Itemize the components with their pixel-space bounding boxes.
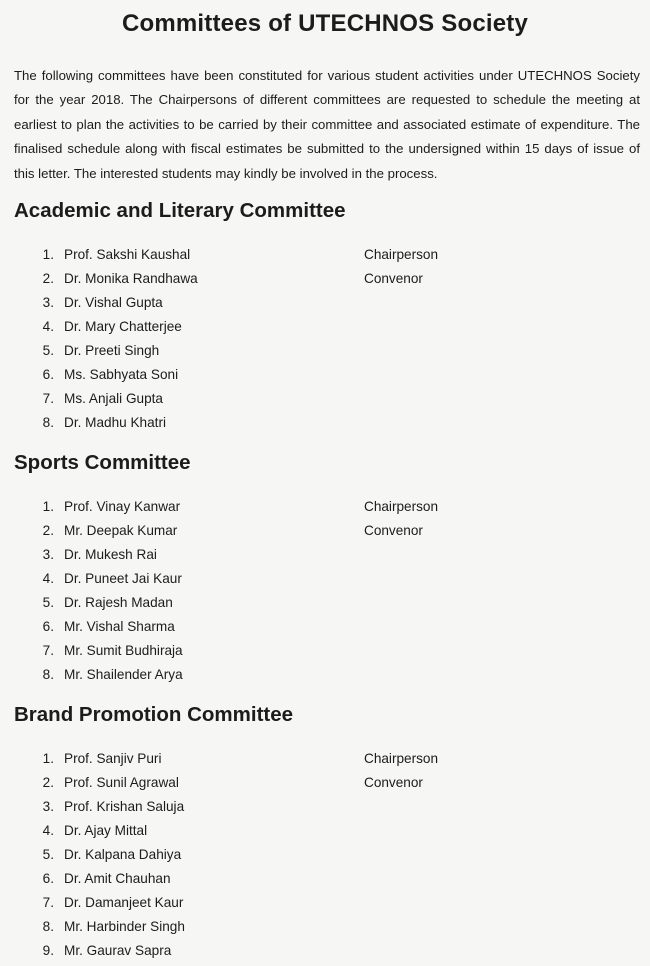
member-number: 6. — [42, 367, 54, 382]
member-row — [0, 939, 650, 963]
member-row — [0, 867, 650, 891]
member-row — [0, 363, 650, 387]
member-number: 4. — [42, 319, 54, 334]
member-row — [0, 339, 650, 363]
member-number: 5. — [42, 847, 54, 862]
member-name: Dr. Damanjeet Kaur — [64, 895, 184, 910]
member-role: Chairperson — [364, 247, 439, 262]
member-number: 6. — [42, 619, 54, 634]
member-number: 9. — [42, 943, 54, 958]
member-row — [0, 891, 650, 915]
member-role: Chairperson — [364, 499, 439, 514]
member-number: 1. — [42, 247, 54, 262]
member-number: 8. — [42, 919, 54, 934]
member-row — [0, 819, 650, 843]
member-number: 3. — [42, 547, 54, 562]
member-name: Mr. Deepak Kumar — [64, 523, 178, 538]
member-number: 8. — [42, 667, 54, 682]
member-row — [0, 387, 650, 411]
member-name: Prof. Sanjiv Puri — [64, 751, 162, 766]
member-name: Mr. Vishal Sharma — [64, 619, 175, 634]
member-number: 7. — [42, 895, 54, 910]
member-name: Ms. Anjali Gupta — [64, 391, 163, 406]
page-title: Committees of UTECHNOS Society — [121, 10, 529, 37]
member-name: Dr. Madhu Khatri — [64, 415, 166, 430]
member-number: 7. — [42, 391, 54, 406]
member-name: Dr. Rajesh Madan — [64, 595, 173, 610]
member-list-brand-promotion — [0, 747, 650, 963]
member-role: Convenor — [364, 523, 423, 538]
member-number: 7. — [42, 643, 54, 658]
member-name: Prof. Krishan Saluja — [64, 799, 185, 814]
member-row — [0, 615, 650, 639]
member-row — [0, 915, 650, 939]
member-name: Prof. Sakshi Kaushal — [64, 247, 191, 262]
member-row — [0, 591, 650, 615]
member-number: 4. — [42, 571, 54, 586]
member-row — [0, 243, 650, 267]
member-name: Dr. Preeti Singh — [64, 343, 160, 358]
member-name: Mr. Shailender Arya — [64, 667, 183, 682]
member-role: Convenor — [364, 271, 423, 286]
member-name: Dr. Kalpana Dahiya — [64, 847, 182, 862]
member-name: Prof. Sunil Agrawal — [64, 775, 179, 790]
member-name: Dr. Puneet Jai Kaur — [64, 571, 182, 586]
member-list-academic — [0, 243, 650, 435]
member-row — [0, 543, 650, 567]
member-row — [0, 795, 650, 819]
member-number: 8. — [42, 415, 54, 430]
member-name: Dr. Mary Chatterjee — [64, 319, 182, 334]
member-name: Dr. Ajay Mittal — [64, 823, 148, 838]
member-row — [0, 519, 650, 543]
member-name: Mr. Gaurav Sapra — [64, 943, 172, 958]
committee-heading-brand-promotion: Brand Promotion Committee — [14, 703, 294, 726]
member-role: Chairperson — [364, 751, 439, 766]
member-name: Ms. Sabhyata Soni — [64, 367, 179, 382]
member-number: 6. — [42, 871, 54, 886]
member-row — [0, 567, 650, 591]
member-row — [0, 843, 650, 867]
member-name: Dr. Amit Chauhan — [64, 871, 171, 886]
member-number: 2. — [42, 775, 54, 790]
intro-paragraph: The following committees have been constituted for various student activities under UTECHNOS Society for the year 2018. The Chairpersons of different committees are requested to schedule the meeting at earliest to plan the activities to be carried by their committee and associated estimate of expenditure. The finalised schedule along with fiscal estimates be submitted to the undersigned within 15 days of issue of this letter. The interested students may kindly be involved in the process. — [14, 68, 640, 181]
member-name: Dr. Monika Randhawa — [64, 271, 198, 286]
member-number: 3. — [42, 295, 54, 310]
member-number: 5. — [42, 343, 54, 358]
member-list-sports — [0, 495, 650, 687]
member-number: 2. — [42, 523, 54, 538]
member-row — [0, 267, 650, 291]
member-number: 5. — [42, 595, 54, 610]
member-name: Prof. Vinay Kanwar — [64, 499, 181, 514]
member-number: 4. — [42, 823, 54, 838]
member-row — [0, 747, 650, 771]
committee-heading-academic: Academic and Literary Committee — [14, 199, 346, 222]
member-name: Mr. Sumit Budhiraja — [64, 643, 183, 658]
member-number: 3. — [42, 799, 54, 814]
member-number: 1. — [42, 751, 54, 766]
committee-heading-sports: Sports Committee — [14, 451, 191, 474]
member-number: 2. — [42, 271, 54, 286]
member-row — [0, 411, 650, 435]
member-name: Dr. Mukesh Rai — [64, 547, 157, 562]
member-row — [0, 291, 650, 315]
member-row — [0, 639, 650, 663]
member-number: 1. — [42, 499, 54, 514]
member-row — [0, 771, 650, 795]
member-name: Mr. Harbinder Singh — [64, 919, 185, 934]
member-row — [0, 315, 650, 339]
member-row — [0, 663, 650, 687]
member-row — [0, 495, 650, 519]
member-name: Dr. Vishal Gupta — [64, 295, 163, 310]
member-role: Convenor — [364, 775, 423, 790]
